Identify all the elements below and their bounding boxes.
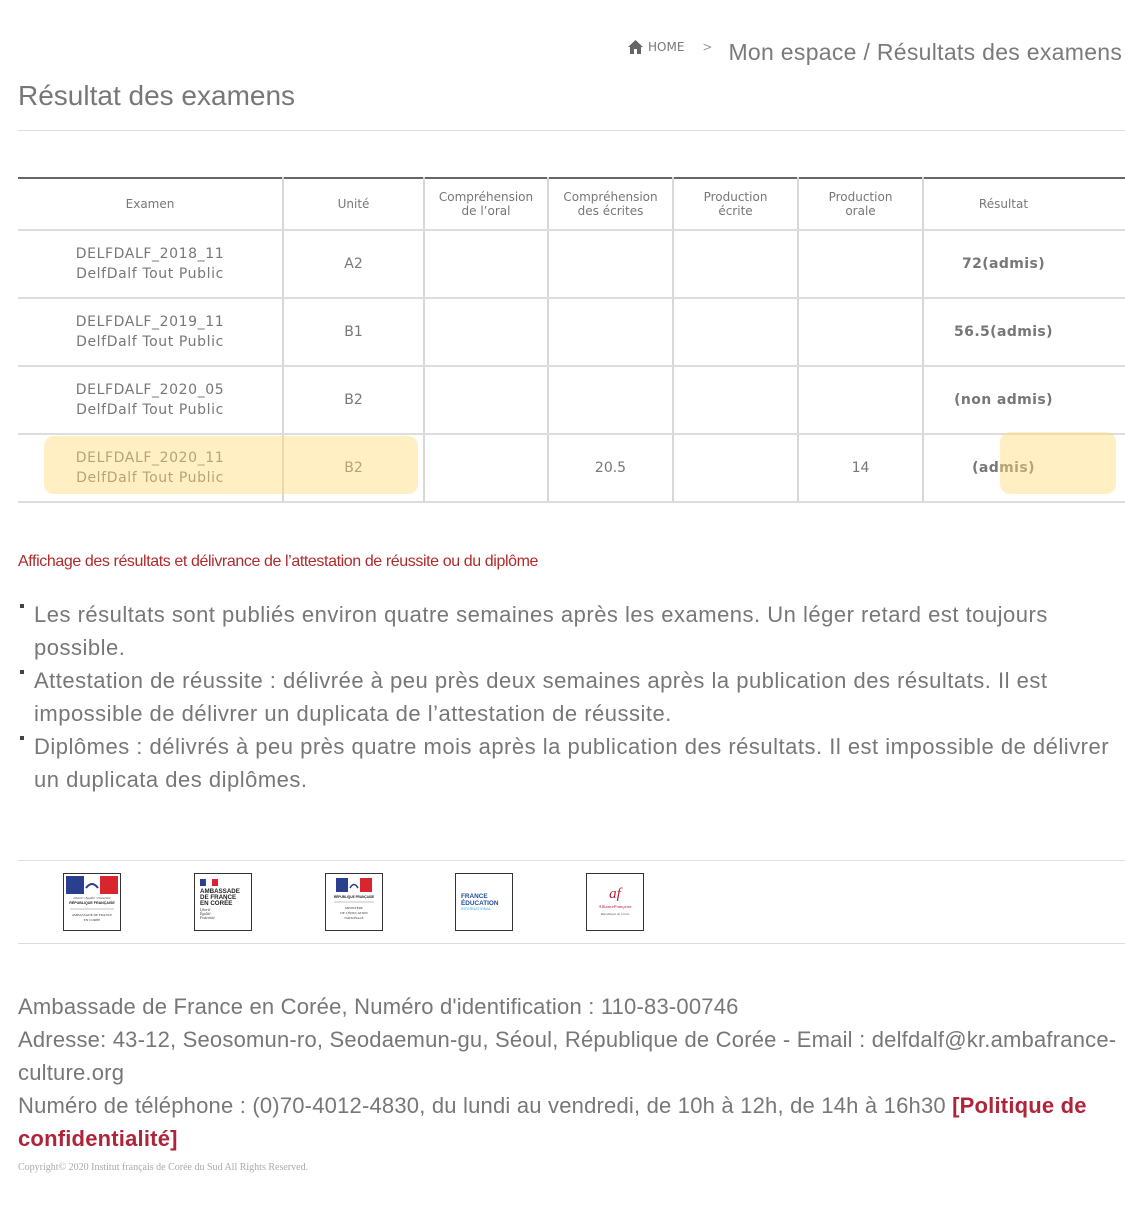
exam-cell: DELFDALF_2020_05 DelfDalf Tout Public	[18, 366, 283, 434]
list-item: Diplômes : délivrés à peu près quatre mois après la publication des résultats. Il est impossible de délivrer un duplicata des diplômes.	[18, 730, 1125, 796]
svg-text:Liberté: Liberté	[200, 908, 211, 912]
svg-text:ÉDUCATION: ÉDUCATION	[461, 900, 499, 907]
svg-text:République de Corée: République de Corée	[600, 912, 630, 916]
exam-cell: DELFDALF_2018_11 DelfDalf Tout Public	[18, 230, 283, 298]
svg-text:Liberté • Égalité • Fraternité: Liberté • Égalité • Fraternité	[73, 896, 111, 900]
partner-logos	[18, 860, 1125, 944]
exam-cell: DELFDALF_2019_11 DelfDalf Tout Public	[18, 298, 283, 366]
svg-text:NATIONALE: NATIONALE	[344, 916, 364, 920]
list-item: Les résultats sont publiés environ quatre semaines après les examens. Un léger retard est toujours possible.	[18, 598, 1125, 664]
header-exam: Examen	[18, 178, 283, 230]
svg-text:INTERNATIONAL: INTERNATIONAL	[461, 907, 492, 911]
header-oral-production: Production orale	[798, 178, 923, 230]
header-oral-comprehension: Compréhension de l’oral	[424, 178, 548, 230]
oral-production-cell: 14	[798, 434, 923, 502]
oral-comprehension-cell	[424, 434, 548, 502]
results-table	[18, 177, 1125, 503]
page-title: Résultat des examens	[18, 80, 296, 111]
footer-embassy-id: Ambassade de France en Corée, Numéro d'identification : 110-83-00746	[18, 994, 739, 1019]
unit-cell: B2	[283, 366, 424, 434]
footer-phone: Numéro de téléphone : (0)70-4012-4830, du lundi au vendredi, de 10h à 12h, de 14h à 16h30 [Politique de confidentialité]	[18, 1093, 1087, 1151]
unit-cell: B1	[283, 298, 424, 366]
bullet-icon	[20, 736, 24, 740]
svg-text:RÉPUBLIQUE FRANÇAISE: RÉPUBLIQUE FRANÇAISE	[69, 901, 115, 905]
written-production-cell	[673, 298, 798, 366]
copyright: Copyright© 2020 Institut français de Corée du Sud All Rights Reserved.	[18, 1162, 309, 1173]
title-divider	[18, 130, 1125, 131]
written-production-cell	[673, 366, 798, 434]
republique-francaise-logo[interactable]	[63, 873, 121, 931]
privacy-policy-link[interactable]: [Politique de confidentialité]	[18, 1093, 1087, 1151]
written-comprehension-cell: 20.5	[548, 434, 673, 502]
table-row	[18, 298, 1125, 366]
oral-production-cell	[798, 230, 923, 298]
list-item: Attestation de réussite : délivrée à peu près deux semaines après la publication des résultats. Il est impossible de délivrer un duplicata de l’attestation de réussite.	[18, 664, 1125, 730]
france-education-international-logo[interactable]	[455, 873, 513, 931]
table-row	[18, 366, 1125, 434]
svg-text:Fraternité: Fraternité	[200, 916, 215, 920]
svg-text:Égalité: Égalité	[200, 912, 211, 916]
table-row	[18, 434, 1125, 502]
alliance-francaise-logo[interactable]	[586, 873, 644, 931]
svg-text:af: af	[609, 886, 621, 902]
info-heading: Affichage des résultats et délivrance de l’attestation de réussite ou du diplôme	[18, 553, 539, 570]
footer	[18, 990, 1125, 1155]
header-written-comprehension: Compréhension des écrites	[548, 178, 673, 230]
bullet-icon	[20, 604, 24, 608]
home-label: HOME	[648, 40, 685, 54]
oral-production-cell	[798, 298, 923, 366]
result-cell: 72(admis)	[923, 230, 1125, 298]
svg-text:EN CORÉE: EN CORÉE	[200, 900, 233, 907]
result-cell: 56.5(admis)	[923, 298, 1125, 366]
unit-cell: B2	[283, 434, 424, 502]
svg-text:AMBASSADE DE FRANCE: AMBASSADE DE FRANCE	[71, 913, 113, 917]
info-list	[18, 598, 1125, 796]
written-comprehension-cell	[548, 230, 673, 298]
svg-text:DE L'ÉDUCATION: DE L'ÉDUCATION	[340, 911, 368, 915]
result-cell: (non admis)	[923, 366, 1125, 434]
ambassade-de-france-logo[interactable]	[194, 873, 252, 931]
svg-text:EN CORÉE: EN CORÉE	[83, 918, 101, 922]
header-result: Résultat	[923, 178, 1125, 230]
chevron-right-icon: >	[702, 40, 713, 54]
header-unit: Unité	[283, 178, 424, 230]
home-link[interactable]	[628, 40, 684, 54]
unit-cell: A2	[283, 230, 424, 298]
home-icon	[628, 40, 643, 54]
svg-text:DE FRANCE: DE FRANCE	[200, 894, 237, 901]
written-comprehension-cell	[548, 366, 673, 434]
header-written-production: Production écrite	[673, 178, 798, 230]
svg-text:RÉPUBLIQUE FRANÇAISE: RÉPUBLIQUE FRANÇAISE	[333, 895, 375, 899]
table-row	[18, 230, 1125, 298]
written-production-cell	[673, 434, 798, 502]
oral-comprehension-cell	[424, 366, 548, 434]
breadcrumb-current: Mon espace / Résultats des examens	[728, 39, 1123, 65]
ministere-education-logo[interactable]	[325, 873, 383, 931]
svg-text:MINISTÈRE: MINISTÈRE	[344, 906, 364, 910]
oral-production-cell	[798, 366, 923, 434]
footer-address: Adresse: 43-12, Seosomun-ro, Seodaemun-gu, Séoul, République de Corée - Email : delfdalf@kr.ambafrance-culture.org	[18, 1027, 1117, 1085]
exam-cell: DELFDALF_2020_11 DelfDalf Tout Public	[18, 434, 283, 502]
svg-text:AllianceFrançaise: AllianceFrançaise	[598, 904, 632, 909]
svg-text:FRANCE: FRANCE	[461, 893, 488, 900]
svg-text:AMBASSADE: AMBASSADE	[200, 888, 240, 895]
table-header-row	[18, 178, 1125, 230]
result-cell: (admis)	[923, 434, 1125, 502]
written-production-cell	[673, 230, 798, 298]
written-comprehension-cell	[548, 298, 673, 366]
oral-comprehension-cell	[424, 230, 548, 298]
oral-comprehension-cell	[424, 298, 548, 366]
breadcrumb	[628, 36, 1122, 66]
bullet-icon	[20, 670, 24, 674]
